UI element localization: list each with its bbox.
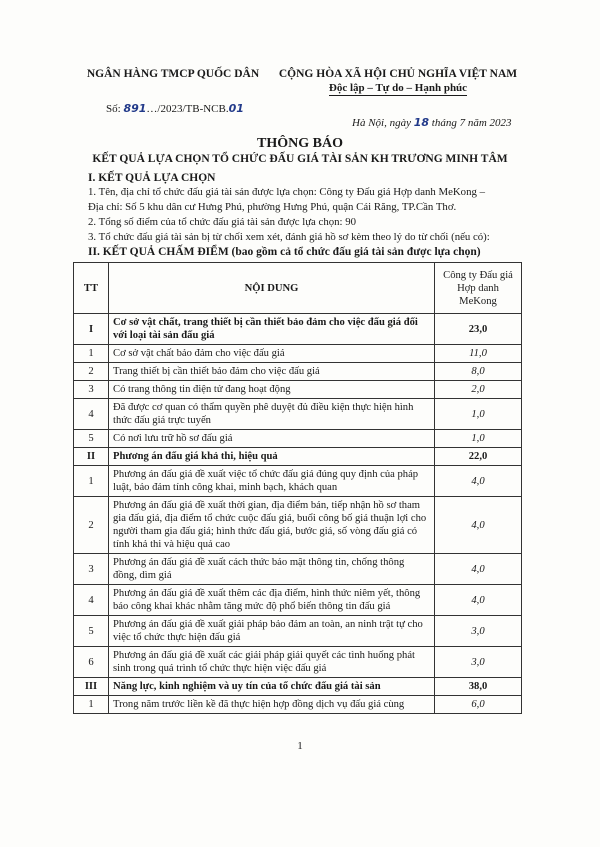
row-content: Có trang thông tin điện tử đang hoạt động xyxy=(109,381,435,399)
table-row xyxy=(74,466,522,497)
row-score: 1,0 xyxy=(435,430,522,448)
document-number xyxy=(106,102,244,115)
doc-suffix-handwritten: 01 xyxy=(228,102,244,115)
row-number: 5 xyxy=(74,430,109,448)
table-row xyxy=(74,381,522,399)
section-1-line: Địa chỉ: Số 5 khu dân cư Hưng Phú, phường Hưng Phú, quận Cái Răng, TP.Cần Thơ. xyxy=(88,201,457,213)
row-score: 8,0 xyxy=(435,363,522,381)
score-table xyxy=(73,262,522,714)
row-content: Phương án đấu giá đề xuất việc tổ chức đấu giá đúng quy định của pháp luật, bảo đảm tính công khai, minh bạch, khách quan xyxy=(109,466,435,497)
table-row xyxy=(74,696,522,714)
row-content: Phương án đấu giá khả thi, hiệu quả xyxy=(109,448,435,466)
table-header-row xyxy=(74,263,522,314)
section-1-line: 2. Tổng số điểm của tổ chức đấu giá tài sản được lựa chọn: 90 xyxy=(88,216,357,228)
republic-title: CỘNG HÒA XÃ HỘI CHỦ NGHĨA VIỆT NAM xyxy=(278,68,518,80)
section-1-heading: I. KẾT QUẢ LỰA CHỌN xyxy=(88,172,216,184)
row-score: 4,0 xyxy=(435,585,522,616)
row-score: 4,0 xyxy=(435,466,522,497)
row-number: 4 xyxy=(74,399,109,430)
row-content: Cơ sở vật chất bảo đảm cho việc đấu giá xyxy=(109,345,435,363)
row-number: 2 xyxy=(74,363,109,381)
row-number: 5 xyxy=(74,616,109,647)
row-score: 22,0 xyxy=(435,448,522,466)
document-title: THÔNG BÁO xyxy=(257,136,343,151)
row-score: 38,0 xyxy=(435,678,522,696)
table-row xyxy=(74,647,522,678)
header-content: NỘI DUNG xyxy=(109,263,435,314)
table-row xyxy=(74,448,522,466)
table-row xyxy=(74,585,522,616)
table-row xyxy=(74,616,522,647)
document-date xyxy=(352,116,512,129)
row-number: III xyxy=(74,678,109,696)
row-score: 1,0 xyxy=(435,399,522,430)
row-content: Phương án đấu giá đề xuất cách thức bảo mật thông tin, chống thông đồng, dìm giá xyxy=(109,554,435,585)
section-2-heading: II. KẾT QUẢ CHẤM ĐIỂM (bao gồm cả tổ chức đấu giá tài sản được lựa chọn) xyxy=(88,246,481,258)
row-number: 1 xyxy=(74,696,109,714)
doc-prefix: Số: xyxy=(106,103,121,115)
table-row xyxy=(74,345,522,363)
row-content: Phương án đấu giá đề xuất thời gian, địa điểm bán, tiếp nhận hồ sơ tham gia đấu giá, địa điểm tổ chức cuộc đấu giá, buổi công bố giá thuận lợi cho người tham gia đấu giá; hình thức đấu giá, bước giá, số vòng đấu giá có tính khả thi và hiệu quả cao xyxy=(109,497,435,554)
national-heading xyxy=(268,68,528,96)
section-1-line: 3. Tổ chức đấu giá tài sản bị từ chối xem xét, đánh giá hồ sơ kèm theo lý do từ chối (nếu có): xyxy=(88,231,490,243)
row-score: 4,0 xyxy=(435,497,522,554)
row-number: II xyxy=(74,448,109,466)
row-content: Trong năm trước liền kề đã thực hiện hợp đồng dịch vụ đấu giá cùng xyxy=(109,696,435,714)
doc-number-handwritten: 891 xyxy=(123,102,147,115)
row-score: 4,0 xyxy=(435,554,522,585)
table-row xyxy=(74,678,522,696)
table-row xyxy=(74,399,522,430)
row-number: 3 xyxy=(74,381,109,399)
table-row xyxy=(74,314,522,345)
row-number: 6 xyxy=(74,647,109,678)
row-number: I xyxy=(74,314,109,345)
date-prefix: Hà Nội, ngày xyxy=(352,117,411,129)
document-subtitle: KẾT QUẢ LỰA CHỌN TỔ CHỨC ĐẤU GIÁ TÀI SẢN KH TRƯƠNG MINH TÂM xyxy=(92,153,508,165)
row-number: 2 xyxy=(74,497,109,554)
row-content: Phương án đấu giá đề xuất thêm các địa điểm, hình thức niêm yết, thông báo công khai khác nhằm tăng mức độ phổ biến thông tin đấu giá xyxy=(109,585,435,616)
row-score: 6,0 xyxy=(435,696,522,714)
table-row xyxy=(74,497,522,554)
row-content: Có nơi lưu trữ hồ sơ đấu giá xyxy=(109,430,435,448)
table-row xyxy=(74,363,522,381)
section-1-line: 1. Tên, địa chỉ tổ chức đấu giá tài sản được lựa chọn: Công ty Đấu giá Hợp danh MeKong – xyxy=(88,186,485,198)
table-row xyxy=(74,430,522,448)
row-content: Đã được cơ quan có thẩm quyền phê duyệt đủ điều kiện thực hiện hình thức đấu giá trực tuyến xyxy=(109,399,435,430)
date-suffix: tháng 7 năm 2023 xyxy=(431,117,512,129)
row-score: 3,0 xyxy=(435,647,522,678)
row-number: 4 xyxy=(74,585,109,616)
header-score: Công ty Đấu giá Hợp danh MeKong xyxy=(435,263,522,314)
row-score: 2,0 xyxy=(435,381,522,399)
date-day-handwritten: 18 xyxy=(413,116,430,129)
doc-number-middle: …/2023/TB-NCB. xyxy=(146,103,229,115)
row-content: Năng lực, kinh nghiệm và uy tín của tổ chức đấu giá tài sản xyxy=(109,678,435,696)
table-row xyxy=(74,554,522,585)
row-score: 11,0 xyxy=(435,345,522,363)
row-number: 3 xyxy=(74,554,109,585)
national-motto: Độc lập – Tự do – Hạnh phúc xyxy=(328,82,468,94)
row-content: Phương án đấu giá đề xuất giải pháp bảo đảm an toàn, an ninh trật tự cho việc tổ chức thực hiện đấu giá xyxy=(109,616,435,647)
row-number: 1 xyxy=(74,466,109,497)
row-score: 3,0 xyxy=(435,616,522,647)
org-name: NGÂN HÀNG TMCP QUỐC DÂN xyxy=(86,68,260,80)
row-content: Trang thiết bị cần thiết bảo đảm cho việc đấu giá xyxy=(109,363,435,381)
row-number: 1 xyxy=(74,345,109,363)
header-tt: TT xyxy=(74,263,109,314)
row-score: 23,0 xyxy=(435,314,522,345)
page-number: 1 xyxy=(297,740,303,752)
row-content: Phương án đấu giá đề xuất các giải pháp giải quyết các tình huống phát sinh trong quá trình tổ chức thực hiện việc đấu giá xyxy=(109,647,435,678)
row-content: Cơ sở vật chất, trang thiết bị cần thiết bảo đảm cho việc đấu giá đối với loại tài sản đấu giá xyxy=(109,314,435,345)
